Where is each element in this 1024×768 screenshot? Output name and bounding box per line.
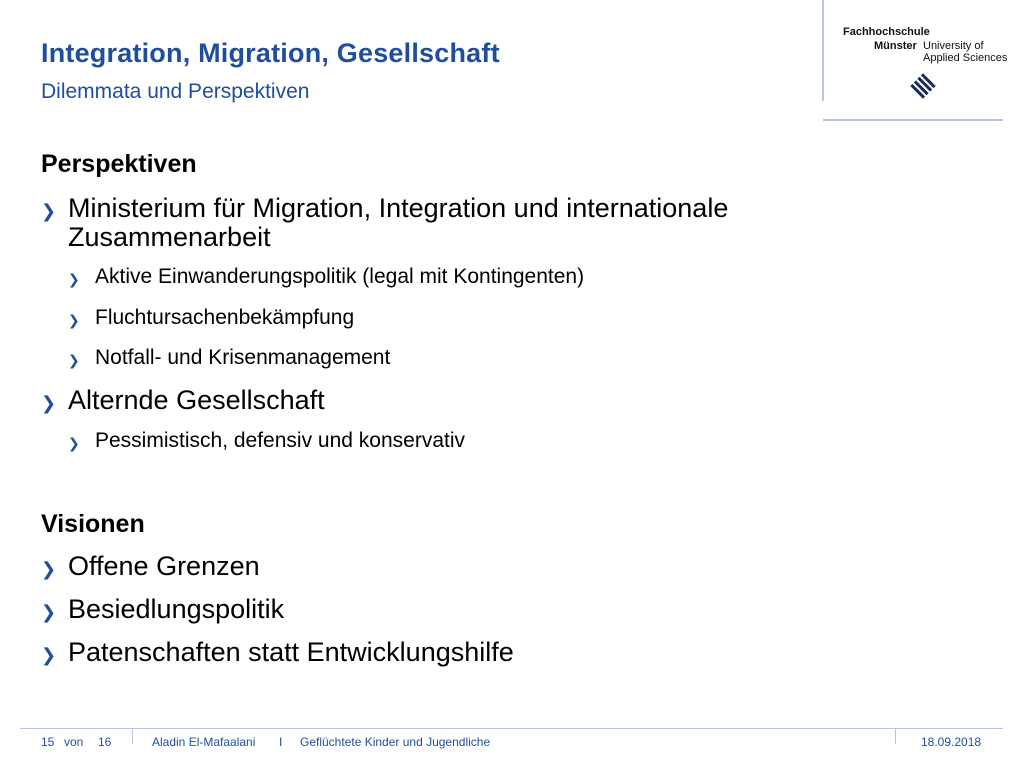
chevron-right-icon: ❯ [41,602,57,622]
footer-author: Aladin El-Mafaalani [152,735,256,749]
fh-muenster-logo-icon [910,73,936,99]
chevron-right-icon: ❯ [41,393,57,413]
chevron-right-icon: ❯ [41,559,57,579]
list-subitem-text: Aktive Einwanderungspolitik (legal mit Kontingenten) [95,265,585,288]
list-subitem [68,306,354,332]
slide-title: Integration, Migration, Gesellschaft [41,38,500,68]
footer-separator [132,728,133,744]
chevron-right-icon: ❯ [41,645,57,665]
list-subitem [68,429,465,455]
list-item [41,386,828,418]
header-divider-horizontal [823,119,1003,121]
list-item [41,595,828,627]
list-subitem-text: Notfall- und Krisenmanagement [95,346,391,369]
footer-page-number: 15 [41,735,55,749]
list-subitem-text: Fluchtursachenbekämpfung [95,306,355,329]
chevron-right-icon: ❯ [41,201,57,221]
footer-date: 18.09.2018 [921,735,982,749]
chevron-right-icon: ❯ [68,271,80,287]
list-subitem-text: Pessimistisch, defensiv und konservativ [95,429,465,452]
footer-topic: Geflüchtete Kinder und Jugendliche [300,735,491,749]
logo-line-university-of: University of [923,40,984,52]
slide-subtitle: Dilemmata und Perspektiven [41,80,310,103]
section-heading-visionen: Visionen [41,510,145,538]
list-subitem [68,265,584,291]
list-item-text: Ministerium für Migration, Integration und internationale Zusammenarbeit [68,193,729,252]
logo-line-muenster: Münster [874,40,917,52]
header-divider-vertical [822,0,824,101]
section-heading-perspektiven: Perspektiven [41,150,197,178]
list-item-text: Patenschaften statt Entwicklungshilfe [68,637,514,667]
logo-line-applied-sciences: Applied Sciences [923,52,1008,64]
list-item-text: Alternde Gesellschaft [68,385,325,415]
list-item [41,552,828,584]
footer-separator [895,728,896,744]
footer-total-pages: 16 [98,735,112,749]
chevron-right-icon: ❯ [68,312,80,328]
chevron-right-icon: ❯ [68,352,80,368]
footer-divider [20,728,1003,729]
list-item-text: Besiedlungspolitik [68,594,285,624]
footer-von: von [64,735,84,749]
list-item-text: Offene Grenzen [68,551,260,581]
list-item [41,638,828,670]
chevron-right-icon: ❯ [68,435,80,451]
list-item [41,194,828,252]
logo-line-fachhochschule: Fachhochschule [843,26,930,38]
footer-separator-text: I [279,735,283,749]
list-subitem [68,346,390,372]
